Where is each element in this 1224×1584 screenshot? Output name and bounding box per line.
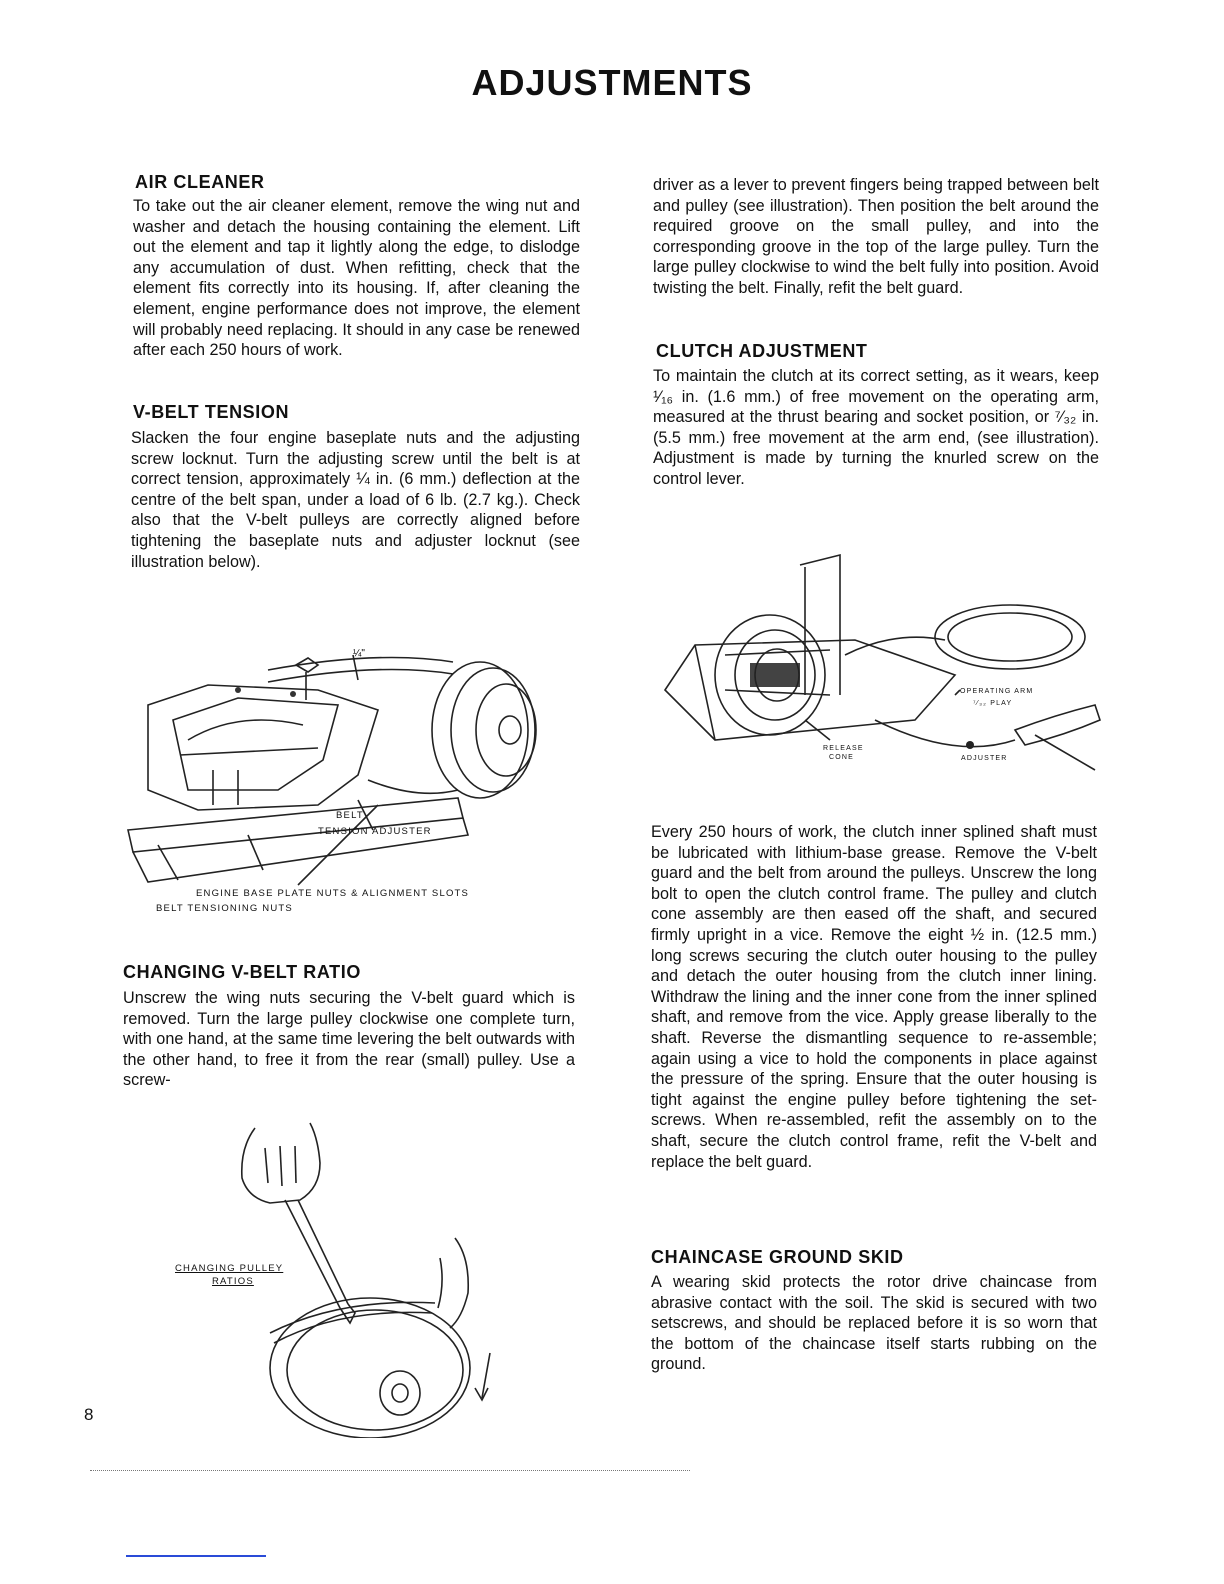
changing-v-belt-ratio-continued: driver as a lever to prevent fingers being trapped between belt and pulley (see illustration). Then position the belt around the required groove on the small pulley, and into the corresponding groove in the top of the large pulley. Turn the large pulley clockwise to wind the belt fully into position. Avoid twisting the belt. Finally, refit the belt guard. <box>653 176 1099 297</box>
footer-dotted-line <box>90 1470 690 1471</box>
v-belt-tension-heading: V-BELT TENSION <box>133 402 290 422</box>
clutch-adjustment-heading: CLUTCH ADJUSTMENT <box>656 341 868 361</box>
release-cone-label-2: CONE <box>829 754 855 761</box>
page-number: 8 <box>84 1405 94 1424</box>
v-belt-tension-body: Slacken the four engine baseplate nuts and the adjusting screw locknut. Turn the adjusting screw until the belt is at correct tension, approximately ¼ in. (6 mm.) deflection at the centre of the belt span, under a load of 6 lb. (2.7 kg.). Check also that the V-belt pulleys are correctly aligned before tightening the baseplate nuts and adjuster locknut (see illustration below). <box>131 429 580 571</box>
operating-arm-label: OPERATING ARM <box>960 688 1034 695</box>
release-cone-label-1: RELEASE <box>823 745 864 752</box>
belt-tension-illustration <box>118 630 578 920</box>
scan-edge-line <box>126 1555 266 1557</box>
belt-tensioning-nuts-label: BELT TENSIONING NUTS <box>156 903 293 914</box>
page-title: ADJUSTMENTS <box>471 62 753 103</box>
air-cleaner-body: To take out the air cleaner element, remove the wing nut and washer and detach the housing containing the element. Lift out the element and tap it lightly along the edge, to dislodge any accumulation of dust. When refitting, check that the element fits correctly into its housing. If, after cleaning the element, engine performance does not improve, the element will probably need replacing. It should in any case be renewed after each 250 hours of work. <box>133 197 580 360</box>
pulley-ratio-label-1: CHANGING PULLEY <box>175 1263 284 1274</box>
chaincase-ground-skid-body: A wearing skid protects the rotor drive chaincase from abrasive contact with the soil. The skid is secured with two setscrews, and should be replaced before it is so worn that the bottom of the chaincase itself starts rubbing on the ground. <box>651 1273 1097 1374</box>
adjuster-label: ADJUSTER <box>961 755 1008 762</box>
belt-label: BELT <box>336 810 364 821</box>
clutch-adjustment-body: To maintain the clutch at its correct setting, as it wears, keep ¹⁄₁₆ in. (1.6 mm.) of free movement on the operating arm, measured at the thrust bearing and socket position, or ⁷⁄₃₂ in. (5.5 mm.) free movement at the arm end, (see illustration). Adjustment is made by turning the knurled screw on the control lever. <box>653 367 1099 488</box>
play-label: ⁷⁄₃₂ PLAY <box>973 700 1013 707</box>
clutch-assembly-drawing <box>655 545 1105 785</box>
pulley-ratio-label-2: RATIOS <box>212 1276 254 1287</box>
changing-v-belt-ratio-heading: CHANGING V-BELT RATIO <box>123 962 361 982</box>
clutch-illustration <box>655 545 1105 785</box>
clutch-maintenance-body: Every 250 hours of work, the clutch inner splined shaft must be lubricated with lithium-base grease. Remove the V-belt guard and the belt from around the pulleys. Unscrew the long bolt to open the clutch control frame. The pulley and clutch cone assembly are then eased off the shaft, and secured firmly upright in a vice. Remove the eight ½ in. (12.5 mm.) long screws securing the clutch outer housing to the pulley and detach the outer housing from the clutch inner lining. Withdraw the lining and the inner cone from the inner splined shaft, and remove from the vice. Apply grease liberally to the shaft. Reverse the dismantling sequence to re-assemble; again using a vice to hold the components in place against the pressure of the spring. Ensure that the outer housing is tight against the engine pulley before tightening the set-screws. When re-assembled, refit the assembly on to the shaft, secure the clutch control frame, refit the V-belt and replace the belt guard. <box>651 823 1097 1171</box>
air-cleaner-heading: AIR CLEANER <box>135 172 265 192</box>
engine-pulley-drawing <box>118 630 578 920</box>
tension-adjuster-label: TENSION ADJUSTER <box>318 826 432 837</box>
changing-v-belt-ratio-body: Unscrew the wing nuts securing the V-belt guard which is removed. Turn the large pulley clockwise one complete turn, with one hand, at the same time levering the belt outwards with the other hand, to free it from the rear (small) pulley. Use a screw- <box>123 989 575 1090</box>
chaincase-ground-skid-heading: CHAINCASE GROUND SKID <box>651 1247 904 1267</box>
deflection-label: ¼" <box>353 648 365 659</box>
base-plate-nuts-label: ENGINE BASE PLATE NUTS & ALIGNMENT SLOTS <box>196 888 470 899</box>
pulley-ratio-illustration <box>170 1108 510 1438</box>
